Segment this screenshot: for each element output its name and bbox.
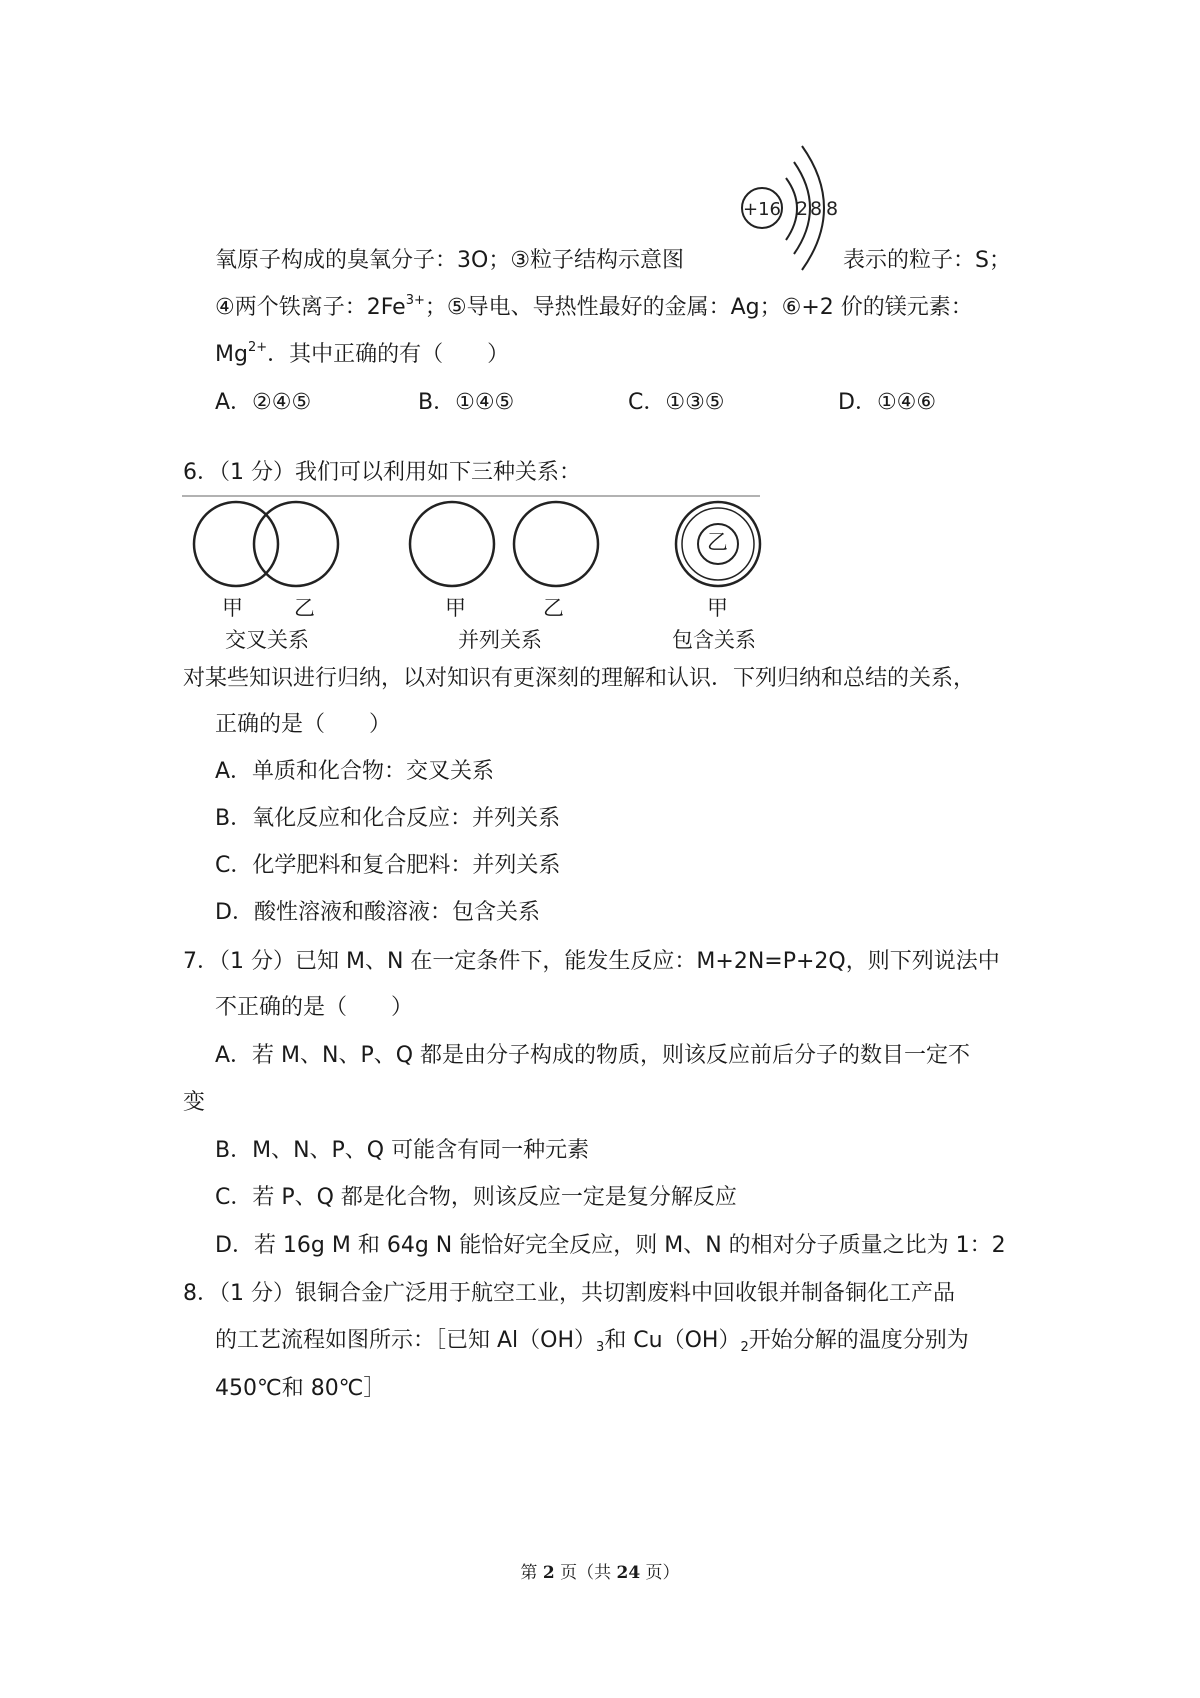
q5-line-1b: 表示的粒子：S；: [843, 248, 1011, 273]
q6-option-c[interactable]: C．化学肥料和复合肥料：并列关系: [215, 853, 561, 878]
q5-option-a[interactable]: A．②④⑤: [215, 390, 312, 415]
q5-option-b[interactable]: B．①④⑤: [418, 390, 515, 415]
q5-line-3-sup: 2+: [247, 340, 268, 355]
atom-structure-diagram: [738, 140, 848, 280]
footer-prefix: 第: [520, 1563, 543, 1583]
q7-option-a-cont: 变: [183, 1090, 206, 1115]
shell-electrons-3: 8: [826, 198, 839, 220]
q7-stem-2: 不正确的是（ ）: [215, 995, 414, 1020]
q6-line-3: 正确的是（ ）: [215, 712, 392, 737]
footer-middle: 页（共: [554, 1563, 617, 1583]
q5-option-c[interactable]: C．①③⑤: [628, 390, 725, 415]
cross-circle-right: [254, 502, 338, 586]
contain-inner-label: 乙: [707, 530, 728, 554]
q5-line-3b: ．其中正确的有（ ）: [267, 342, 510, 367]
q8-stem-1: 8．（1 分）银铜合金广泛用于航空工业，共切割废料中回收银并制备铜化工产品: [183, 1281, 955, 1306]
q7-option-b[interactable]: B．M、N、P、Q 可能含有同一种元素: [215, 1138, 590, 1163]
relation-diagrams: [180, 494, 770, 594]
page-footer: [0, 1558, 1200, 1583]
q6-stem: 6．（1 分）我们可以利用如下三种关系：: [183, 460, 581, 485]
cross-caption: 交叉关系: [225, 628, 309, 652]
q8-stem-2a: 的工艺流程如图所示：［已知 Al（OH）: [215, 1328, 597, 1353]
q7-option-a[interactable]: A．若 M、N、P、Q 都是由分子构成的物质，则该反应前后分子的数目一定不: [215, 1043, 971, 1068]
q6-option-d[interactable]: D．酸性溶液和酸溶液：包含关系: [215, 900, 540, 925]
parallel-circle-right: [514, 502, 598, 586]
q5-option-d[interactable]: D．①④⑥: [838, 390, 937, 415]
cross-label-right: 乙: [294, 596, 315, 620]
footer-suffix: 页）: [640, 1563, 680, 1583]
q6-option-a[interactable]: A．单质和化合物：交叉关系: [215, 759, 495, 784]
shell-electrons-2: 8: [810, 198, 823, 220]
q7-option-c[interactable]: C．若 P、Q 都是化合物，则该反应一定是复分解反应: [215, 1185, 737, 1210]
q8-stem-3: 450℃和 80℃］: [215, 1376, 386, 1401]
footer-total-pages: 24: [616, 1563, 641, 1583]
cross-label-left: 甲: [222, 596, 243, 620]
q8-stem-2-sub-2: 2: [740, 1340, 749, 1355]
q5-line-3a: Mg: [215, 342, 248, 367]
q5-line-2-sup: 3+: [405, 293, 425, 308]
contain-label-outer: 甲: [707, 596, 728, 620]
nucleus-charge: +16: [743, 199, 781, 220]
parallel-caption: 并列关系: [458, 628, 542, 652]
q5-line-3: [215, 340, 509, 370]
q7-option-d[interactable]: D．若 16g M 和 64g N 能恰好完全反应，则 M、N 的相对分子质量之比为 1：2: [215, 1233, 1006, 1258]
q5-line-2a: ④两个铁离子：2Fe: [215, 295, 406, 320]
q5-line-2b: ；⑤导电、导热性最好的金属：Ag；⑥+2 价的镁元素：: [424, 295, 973, 320]
parallel-label-left: 甲: [445, 596, 466, 620]
q8-stem-2c: 开始分解的温度分别为: [748, 1328, 969, 1353]
q6-option-b[interactable]: B．氧化反应和化合反应：并列关系: [215, 806, 561, 831]
q8-stem-2: [215, 1326, 969, 1356]
q5-line-1a: 氧原子构成的臭氧分子：3O；③粒子结构示意图: [215, 248, 685, 273]
parallel-circle-left: [410, 502, 494, 586]
q6-line-2: 对某些知识进行归纳，以对知识有更深刻的理解和认识．下列归纳和总结的关系，: [183, 666, 976, 691]
q8-stem-2-sub-1: 3: [596, 1340, 605, 1355]
parallel-label-right: 乙: [543, 596, 564, 620]
q8-stem-2b: 和 Cu（OH）: [604, 1328, 741, 1353]
q7-stem-1: 7．（1 分）已知 M、N 在一定条件下，能发生反应：M+2N=P+2Q，则下列说法中: [183, 949, 1000, 974]
q5-line-2: [215, 293, 973, 323]
contain-caption: 包含关系: [672, 628, 756, 652]
shell-electrons-1: 2: [796, 198, 809, 220]
footer-page-number: 2: [542, 1563, 555, 1583]
q5-options: [0, 388, 1200, 418]
